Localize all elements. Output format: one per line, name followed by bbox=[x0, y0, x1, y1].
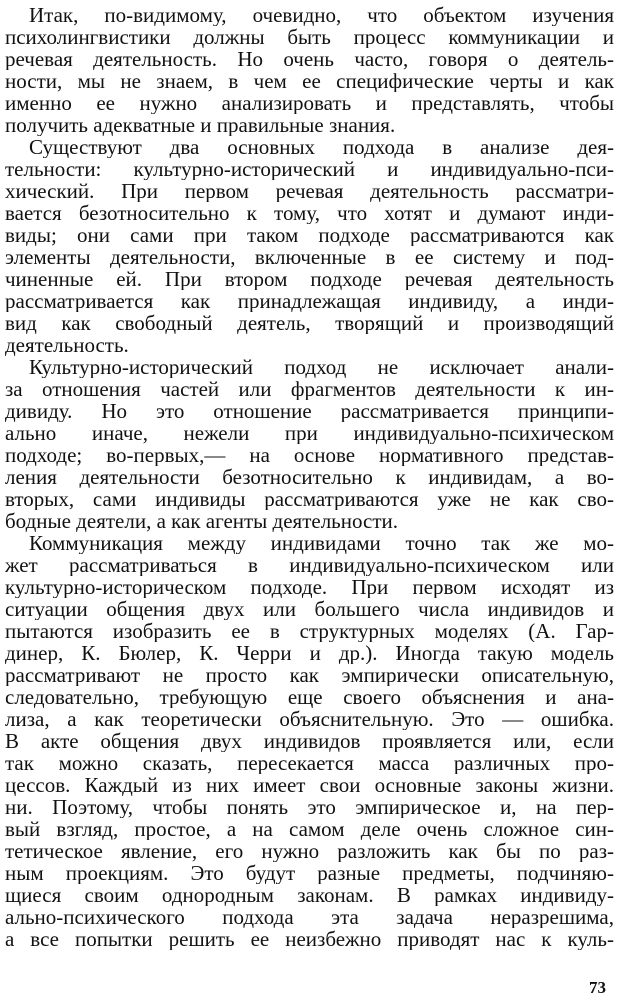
paragraph bbox=[5, 4, 614, 136]
text-line: так можно сказать, пересекается масса различных про- bbox=[5, 752, 614, 774]
paragraph bbox=[5, 356, 614, 532]
text-line: ления деятельности безотносительно к индивидам, а во- bbox=[5, 466, 614, 488]
text-line: за отношения частей или фрагментов деятельности к ин- bbox=[5, 378, 614, 400]
text-line: Итак, по-видимому, очевидно, что объектом изучения bbox=[29, 4, 614, 26]
text-line: дивиду. Но это отношение рассматривается принципи- bbox=[5, 400, 614, 422]
text-line: культурно-историческом подходе. При первом исходят из bbox=[5, 576, 614, 598]
text-line: Коммуникация между индивидами точно так же мо- bbox=[29, 532, 614, 554]
text-line: вается безотносительно к тому, что хотят и думают инди- bbox=[5, 202, 614, 224]
text-line: вторых, сами индивиды рассматриваются уже не как сво- bbox=[5, 488, 614, 510]
text-line: элементы деятельности, включенные в ее систему и под- bbox=[5, 246, 614, 268]
text-line: следовательно, требующую еще своего объяснения и ана- bbox=[5, 686, 614, 708]
text-line: рассматривают не просто как эмпирически описательную, bbox=[5, 664, 614, 686]
text-line: ни. Поэтому, чтобы понять это эмпирическое и, на пер- bbox=[5, 796, 614, 818]
text-line: ным проекциям. Это будут разные предметы, подчиняю- bbox=[5, 862, 614, 884]
text-line: Культурно-исторический подход не исключает анали- bbox=[29, 356, 614, 378]
text-line: жет рассматриваться в индивидуально-психическом или bbox=[5, 554, 614, 576]
text-line: ситуации общения двух или большего числа индивидов и bbox=[5, 598, 614, 620]
text-line: речевая деятельность. Но очень часто, говоря о деятель- bbox=[5, 48, 614, 70]
text-line: получить адекватные и правильные знания. bbox=[5, 114, 396, 136]
text-line: вид как свободный деятель, творящий и производящий bbox=[5, 312, 614, 334]
text-line: бодные деятели, а как агенты деятельности. bbox=[5, 510, 399, 532]
text-line: ально иначе, нежели при индивидуально-психическом bbox=[5, 422, 614, 444]
text-line: именно ее нужно анализировать и представлять, чтобы bbox=[5, 92, 614, 114]
text-line: цессов. Каждый из них имеет свои основные законы жизни. bbox=[5, 774, 614, 796]
text-line: В акте общения двух индивидов проявляется или, если bbox=[5, 730, 614, 752]
text-line: виды; они сами при таком подходе рассматриваются как bbox=[5, 224, 614, 246]
text-line: ности, мы не знаем, в чем ее специфические черты и как bbox=[5, 70, 614, 92]
text-line: чиненные ей. При втором подходе речевая деятельность bbox=[5, 268, 614, 290]
text-line: а все попытки решить ее неизбежно приводят нас к куль- bbox=[5, 928, 614, 950]
text-line: рассматривается как принадлежащая индивиду, а инди- bbox=[5, 290, 614, 312]
text-line: ально-психического подхода эта задача неразрешима, bbox=[5, 906, 614, 928]
page-number: 73 bbox=[589, 978, 606, 997]
text-line: тетическое явление, его нужно разложить как бы по раз- bbox=[5, 840, 614, 862]
paragraph bbox=[5, 136, 614, 356]
text-line: вый взгляд, простое, а на самом деле очень сложное син- bbox=[5, 818, 614, 840]
text-line: деятельность. bbox=[5, 334, 129, 356]
text-line: Существуют два основных подхода в анализе дея- bbox=[29, 136, 614, 158]
text-line: щиеся своим однородным законам. В рамках индивиду- bbox=[5, 884, 614, 906]
text-line: тельности: культурно-исторический и индивидуально-пси- bbox=[5, 158, 614, 180]
text-line: лиза, а как теоретически объяснительную. Это — ошибка. bbox=[5, 708, 614, 730]
text-column bbox=[5, 4, 614, 950]
paragraph bbox=[5, 532, 614, 950]
text-line: динер, К. Бюлер, К. Черри и др.). Иногда такую модель bbox=[5, 642, 614, 664]
text-line: хический. При первом речевая деятельность рассматри- bbox=[5, 180, 614, 202]
text-line: пытаются изобразить ее в структурных моделях (А. Гар- bbox=[5, 620, 614, 642]
text-line: психолингвистики должны быть процесс коммуникации и bbox=[5, 26, 614, 48]
text-line: подходе; во-первых,— на основе нормативного представ- bbox=[5, 444, 614, 466]
